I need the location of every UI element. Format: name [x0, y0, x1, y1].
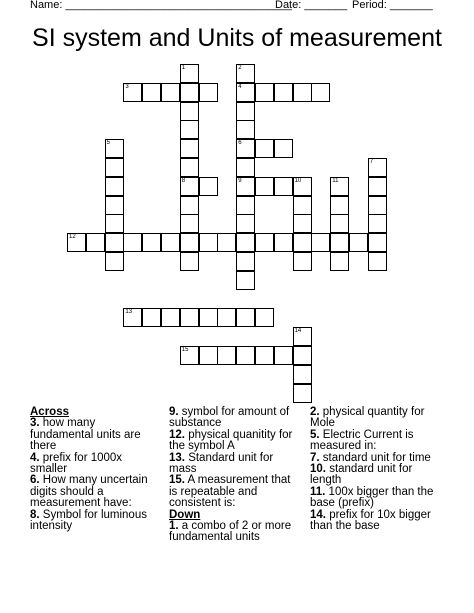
grid-cell[interactable] — [217, 346, 236, 365]
clue-number: 4 — [238, 83, 242, 90]
grid-cell[interactable] — [180, 252, 199, 271]
clue-item-number: 5. — [310, 428, 320, 441]
grid-cell[interactable] — [236, 252, 255, 271]
grid-cell[interactable] — [236, 102, 255, 121]
clue-item — [169, 407, 301, 430]
clue-number: 15 — [181, 347, 189, 353]
clue-item-number: 9. — [169, 406, 179, 418]
date-field[interactable]: Date: _______ — [275, 0, 348, 11]
clue-item-number: 1. — [169, 520, 179, 533]
grid-cell[interactable] — [236, 158, 255, 177]
clue-item-number: 15. — [169, 474, 185, 487]
grid-cell[interactable] — [105, 252, 124, 271]
grid-cell[interactable] — [236, 308, 255, 327]
clue-number: 12 — [69, 234, 76, 241]
grid-cell[interactable] — [293, 233, 312, 252]
clue-item — [310, 487, 445, 510]
clue-item-text: Electric Current is measured in: — [310, 428, 414, 453]
grid-cell[interactable] — [236, 271, 255, 290]
clue-item — [310, 464, 445, 487]
grid-cell[interactable] — [123, 83, 142, 102]
clue-item — [30, 475, 160, 509]
across-clue-list-2 — [169, 407, 301, 510]
grid-cell[interactable] — [180, 64, 199, 83]
grid-cell[interactable] — [255, 346, 274, 365]
grid-cell[interactable] — [236, 196, 255, 215]
clue-item-number: 2. — [310, 406, 320, 418]
down-heading: Down — [169, 508, 201, 521]
grid-cell[interactable] — [123, 308, 142, 327]
grid-cell[interactable] — [236, 177, 255, 196]
grid-cell[interactable] — [105, 196, 124, 215]
grid-cell[interactable] — [142, 233, 161, 252]
grid-cell[interactable] — [142, 308, 161, 327]
grid-cell[interactable] — [180, 233, 199, 252]
grid-cell[interactable] — [368, 233, 387, 252]
grid-cell[interactable] — [330, 196, 349, 215]
grid-cell[interactable] — [293, 327, 312, 346]
clue-item-number: 13. — [169, 451, 185, 464]
clues-column-1 — [30, 407, 160, 532]
grid-cell[interactable] — [180, 83, 199, 102]
clue-item-text: physical quantity for Mole — [310, 406, 425, 430]
grid-cell[interactable] — [293, 252, 312, 271]
period-field[interactable]: Period: _______ — [352, 0, 433, 11]
grid-cell[interactable] — [199, 346, 218, 365]
grid-cell[interactable] — [199, 177, 218, 196]
clue-item-text: standard unit for length — [310, 463, 413, 487]
clue-item — [169, 453, 301, 476]
grid-cell[interactable] — [180, 120, 199, 139]
grid-cell[interactable] — [368, 214, 387, 233]
grid-cell[interactable] — [236, 214, 255, 233]
grid-cell[interactable] — [368, 158, 387, 177]
clue-number: 5 — [106, 140, 110, 147]
grid-cell[interactable] — [255, 233, 274, 252]
across-clue-list-1 — [30, 418, 160, 532]
grid-cell[interactable] — [255, 139, 274, 158]
clue-number: 2 — [238, 65, 242, 71]
grid-cell[interactable] — [274, 233, 293, 252]
clue-number: 8 — [181, 177, 186, 184]
grid-cell[interactable] — [142, 83, 161, 102]
clue-item-number: 12. — [169, 428, 185, 441]
across-heading: Across — [30, 406, 69, 418]
clue-item — [30, 510, 160, 533]
clue-item-text: how many fundamental units are there — [30, 417, 141, 453]
grid-cell[interactable] — [105, 214, 124, 233]
grid-cell[interactable] — [105, 158, 124, 177]
clue-item — [169, 430, 301, 453]
name-field[interactable]: Name: _____________________________________ — [30, 0, 292, 11]
grid-cell[interactable] — [293, 214, 312, 233]
grid-cell[interactable] — [311, 233, 330, 252]
grid-cell[interactable] — [180, 196, 199, 215]
clue-item-number: 3. — [30, 417, 40, 430]
clue-item-text: a combo of 2 or more fundamental units — [169, 520, 292, 544]
clue-item-text: A measurement that is repeatable and consistent is: — [169, 474, 291, 510]
down-clue-list-1 — [169, 521, 301, 544]
clue-number: 10 — [294, 177, 302, 184]
grid-cell[interactable] — [236, 120, 255, 139]
grid-cell[interactable] — [123, 233, 142, 252]
clue-item-number: 11. — [310, 485, 326, 498]
grid-cell[interactable] — [105, 233, 124, 252]
clue-item — [169, 521, 301, 544]
grid-cell[interactable] — [217, 308, 236, 327]
clue-number: 9 — [238, 177, 242, 184]
clue-number: 6 — [238, 140, 242, 147]
grid-cell[interactable] — [255, 308, 274, 327]
grid-cell[interactable] — [293, 83, 312, 102]
grid-cell[interactable] — [236, 233, 255, 252]
grid-cell[interactable] — [180, 214, 199, 233]
grid-cell[interactable] — [105, 177, 124, 196]
clue-number: 11 — [332, 177, 339, 184]
clue-item-text: symbol for amount of substance — [169, 406, 290, 430]
clue-number: 13 — [125, 309, 133, 316]
grid-cell[interactable] — [161, 83, 180, 102]
grid-cell[interactable] — [368, 177, 387, 196]
clue-item-number: 4. — [30, 451, 40, 464]
clue-item — [30, 418, 160, 452]
clue-item — [310, 510, 445, 533]
grid-cell[interactable] — [236, 139, 255, 158]
grid-cell[interactable] — [330, 214, 349, 233]
grid-cell[interactable] — [180, 177, 199, 196]
clue-number: 1 — [181, 65, 186, 71]
grid-cell[interactable] — [217, 233, 236, 252]
grid-cell[interactable] — [161, 233, 180, 252]
grid-cell[interactable] — [330, 177, 349, 196]
clue-number: 7 — [369, 159, 374, 165]
clue-item-number: 6. — [30, 474, 40, 487]
grid-cell[interactable] — [274, 177, 293, 196]
grid-cell[interactable] — [236, 346, 255, 365]
grid-cell[interactable] — [349, 233, 368, 252]
grid-cell[interactable] — [293, 346, 312, 365]
grid-cell[interactable] — [199, 308, 218, 327]
grid-cell[interactable] — [293, 177, 312, 196]
grid-cell[interactable] — [330, 252, 349, 271]
clue-number: 3 — [125, 83, 129, 90]
grid-cell[interactable] — [180, 308, 199, 327]
clue-item-text: prefix for 10x bigger than the base — [310, 508, 431, 533]
grid-cell[interactable] — [86, 233, 105, 252]
grid-cell[interactable] — [255, 177, 274, 196]
grid-cell[interactable] — [105, 139, 124, 158]
clue-item-number: 7. — [310, 451, 320, 464]
clue-item — [310, 430, 445, 453]
grid-cell[interactable] — [161, 308, 180, 327]
grid-cell[interactable] — [199, 233, 218, 252]
clues-column-2 — [169, 407, 301, 544]
clue-item-number: 14. — [310, 508, 326, 521]
grid-cell[interactable] — [67, 233, 86, 252]
worksheet-title: SI system and Units of measurement — [32, 24, 442, 52]
clue-item — [30, 453, 160, 476]
grid-cell[interactable] — [255, 83, 274, 102]
clue-item — [169, 475, 301, 509]
clue-item-text: Standard unit for mass — [169, 451, 274, 476]
clue-item-text: prefix for 1000x smaller — [30, 451, 123, 476]
grid-cell[interactable] — [180, 102, 199, 121]
grid-cell[interactable] — [274, 139, 293, 158]
grid-cell[interactable] — [180, 346, 199, 365]
grid-cell[interactable] — [274, 346, 293, 365]
grid-cell[interactable] — [368, 252, 387, 271]
clue-item — [310, 407, 445, 430]
down-clue-list-2 — [310, 407, 445, 532]
clue-item-text: 100x bigger than the base (prefix) — [310, 485, 434, 510]
grid-cell[interactable] — [293, 196, 312, 215]
grid-cell[interactable] — [311, 83, 330, 102]
grid-cell[interactable] — [293, 384, 312, 403]
clue-item-text: physical quanitity for the symbol A — [169, 428, 293, 453]
grid-cell[interactable] — [274, 83, 293, 102]
grid-cell[interactable] — [180, 158, 199, 177]
clue-item-text: Symbol for luminous intensity — [30, 508, 147, 533]
grid-cell[interactable] — [199, 83, 218, 102]
grid-cell[interactable] — [236, 83, 255, 102]
clue-item-text: How many uncertain digits should a measurement have: — [30, 474, 148, 510]
grid-cell[interactable] — [236, 64, 255, 83]
clue-number: 14 — [294, 328, 302, 335]
grid-cell[interactable] — [368, 196, 387, 215]
grid-cell[interactable] — [180, 139, 199, 158]
grid-cell[interactable] — [293, 365, 312, 384]
clue-item-number: 8. — [30, 508, 40, 521]
clue-item-number: 10. — [310, 463, 326, 476]
grid-cell[interactable] — [330, 233, 349, 252]
clues-column-3 — [310, 407, 445, 532]
clue-item-text: standard unit for time — [319, 451, 431, 464]
